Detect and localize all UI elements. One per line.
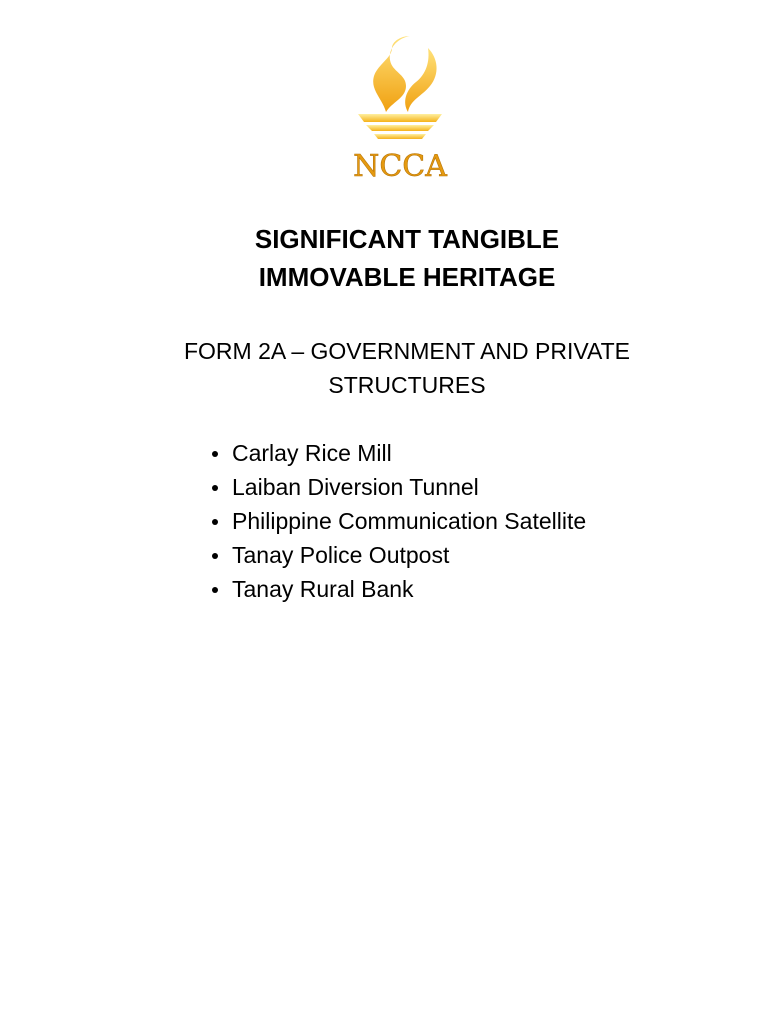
bullet-icon [212,451,218,457]
list-item [232,504,586,538]
ncca-logo [340,28,460,188]
list-item-label: Laiban Diversion Tunnel [232,474,479,500]
ncca-logo-wordmark [340,140,460,190]
list-item [232,436,586,470]
bullet-icon [212,519,218,525]
list-item [232,470,586,504]
structures-list [232,436,586,606]
document-title-line-1: SIGNIFICANT TANGIBLE [254,224,560,254]
ncca-logo-text: NCCA [353,149,447,184]
list-item-label: Tanay Police Outpost [232,542,450,568]
list-item [232,572,586,606]
form-subtitle-line-2: STRUCTURES [328,372,486,398]
bullet-icon [212,587,218,593]
form-subtitle [0,334,768,402]
document-title [0,220,768,296]
list-item [232,538,586,572]
list-item-label: Tanay Rural Bank [232,576,414,602]
document-title-line-2: IMMOVABLE HERITAGE [258,262,556,292]
form-subtitle-line-1: FORM 2A – GOVERNMENT AND PRIVATE [183,338,631,364]
bullet-icon [212,553,218,559]
bullet-icon [212,485,218,491]
list-item-label: Carlay Rice Mill [232,440,392,466]
list-item-label: Philippine Communication Satellite [232,508,587,534]
